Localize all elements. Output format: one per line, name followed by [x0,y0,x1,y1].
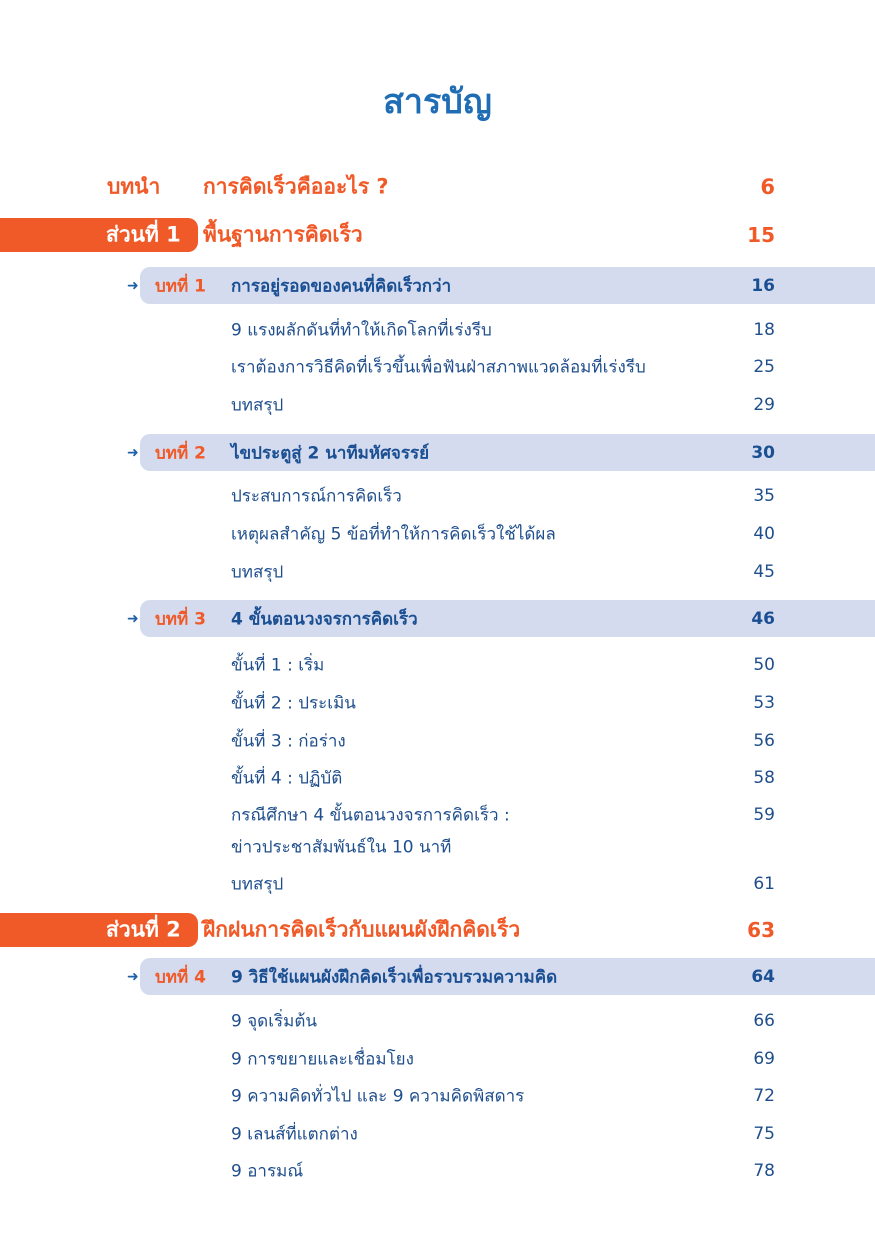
item-title: บทสรุป [231,874,284,895]
item-title: บทสรุป [231,562,284,583]
chapter-title: ไขประตูสู่ 2 นาทีมหัศจรรย์ [231,443,430,463]
item-page: 35 [753,486,775,506]
item-title: กรณีศึกษา 4 ขั้นตอนวงจรการคิดเร็ว : [231,805,510,826]
part-page: 63 [747,918,775,942]
toc-intro[interactable] [0,169,875,205]
chapter-page: 46 [751,608,775,629]
item-title: บทสรุป [231,395,284,416]
chapter-page: 64 [751,966,775,987]
toc-item[interactable] [0,797,875,833]
item-page: 53 [753,693,775,713]
item-page: 78 [753,1161,775,1181]
toc-item[interactable] [0,723,875,759]
item-title: ขั้นที่ 2 : ประเมิน [231,693,356,714]
page-title: สารบัญ [383,82,492,122]
item-page: 69 [753,1049,775,1069]
toc-part-1[interactable] [0,218,875,252]
item-page: 58 [753,768,775,788]
item-title: ข่าวประชาสัมพันธ์ใน 10 นาที [231,837,452,858]
arrow-right-icon: ➜ [127,968,139,985]
toc-item[interactable] [0,1116,875,1152]
item-title: ประสบการณ์การคิดเร็ว [231,486,402,507]
toc-item[interactable] [0,478,875,514]
item-page: 66 [753,1011,775,1031]
chapter-label: บทที่ 3 [155,609,206,629]
item-page: 61 [753,874,775,894]
toc-chapter-1[interactable] [0,267,875,304]
toc-item[interactable] [0,760,875,796]
toc-item[interactable] [0,516,875,552]
part-label: ส่วนที่ 2 [106,917,181,942]
item-title: 9 อารมณ์ [231,1161,304,1182]
toc-item[interactable] [0,1003,875,1039]
toc-item[interactable] [0,685,875,721]
chapter-title: 9 วิธีใช้แผนผังฝึกคิดเร็วเพื่อรวบรวมความคิด [231,967,558,987]
item-title: ขั้นที่ 3 : ก่อร่าง [231,731,346,752]
item-title: 9 แรงผลักดันที่ทำให้เกิดโลกที่เร่งรีบ [231,320,492,341]
toc-chapter-3[interactable] [0,600,875,637]
toc-item[interactable] [0,1078,875,1114]
arrow-right-icon: ➜ [127,610,139,627]
chapter-title: 4 ขั้นตอนวงจรการคิดเร็ว [231,609,418,629]
item-page: 50 [753,655,775,675]
chapter-title: การอยู่รอดของคนที่คิดเร็วกว่า [231,276,452,296]
part-title: ฝึกฝนการคิดเร็วกับแผนผังฝึกคิดเร็ว [203,917,521,942]
part-title: พื้นฐานการคิดเร็ว [203,222,363,247]
toc-item[interactable] [0,866,875,902]
item-title: ขั้นที่ 4 : ปฏิบัติ [231,768,343,789]
arrow-right-icon: ➜ [127,444,139,461]
item-page: 29 [753,395,775,415]
chapter-label: บทที่ 4 [155,967,206,987]
item-page: 45 [753,562,775,582]
item-page: 25 [753,357,775,377]
item-page: 40 [753,524,775,544]
toc-item[interactable] [0,554,875,590]
intro-page: 6 [760,175,775,199]
item-page: 72 [753,1086,775,1106]
item-title: 9 ความคิดทั่วไป และ 9 ความคิดพิสดาร [231,1086,525,1107]
toc-item[interactable] [0,1041,875,1077]
toc-item[interactable] [0,1153,875,1189]
item-title: เหตุผลสำคัญ 5 ข้อที่ทำให้การคิดเร็วใช้ได้ผล [231,524,556,545]
item-page: 56 [753,731,775,751]
toc-item[interactable] [0,647,875,683]
chapter-label: บทที่ 1 [155,276,206,296]
item-title: 9 จุดเริ่มต้น [231,1011,318,1032]
chapter-label: บทที่ 2 [155,443,206,463]
toc-item[interactable] [0,349,875,385]
item-title: ขั้นที่ 1 : เริ่ม [231,655,325,676]
item-title: เราต้องการวิธีคิดที่เร็วขึ้นเพื่อฟันฝ่าสภาพแวดล้อมที่เร่งรีบ [231,357,646,378]
part-page: 15 [747,223,775,247]
arrow-right-icon: ➜ [127,277,139,294]
toc-item[interactable] [0,387,875,423]
part-label: ส่วนที่ 1 [106,222,181,247]
item-title: 9 เลนส์ที่แตกต่าง [231,1124,358,1145]
intro-title: การคิดเร็วคืออะไร ? [203,174,389,199]
item-page: 18 [753,320,775,340]
item-title: 9 การขยายและเชื่อมโยง [231,1049,414,1070]
item-page: 59 [753,805,775,825]
chapter-page: 16 [751,275,775,296]
toc-item[interactable] [0,829,875,865]
toc-chapter-4[interactable] [0,958,875,995]
item-page: 75 [753,1124,775,1144]
chapter-page: 30 [751,442,775,463]
intro-label: บทนำ [107,174,161,199]
toc-chapter-2[interactable] [0,434,875,471]
toc-item[interactable] [0,312,875,348]
toc-part-2[interactable] [0,913,875,947]
